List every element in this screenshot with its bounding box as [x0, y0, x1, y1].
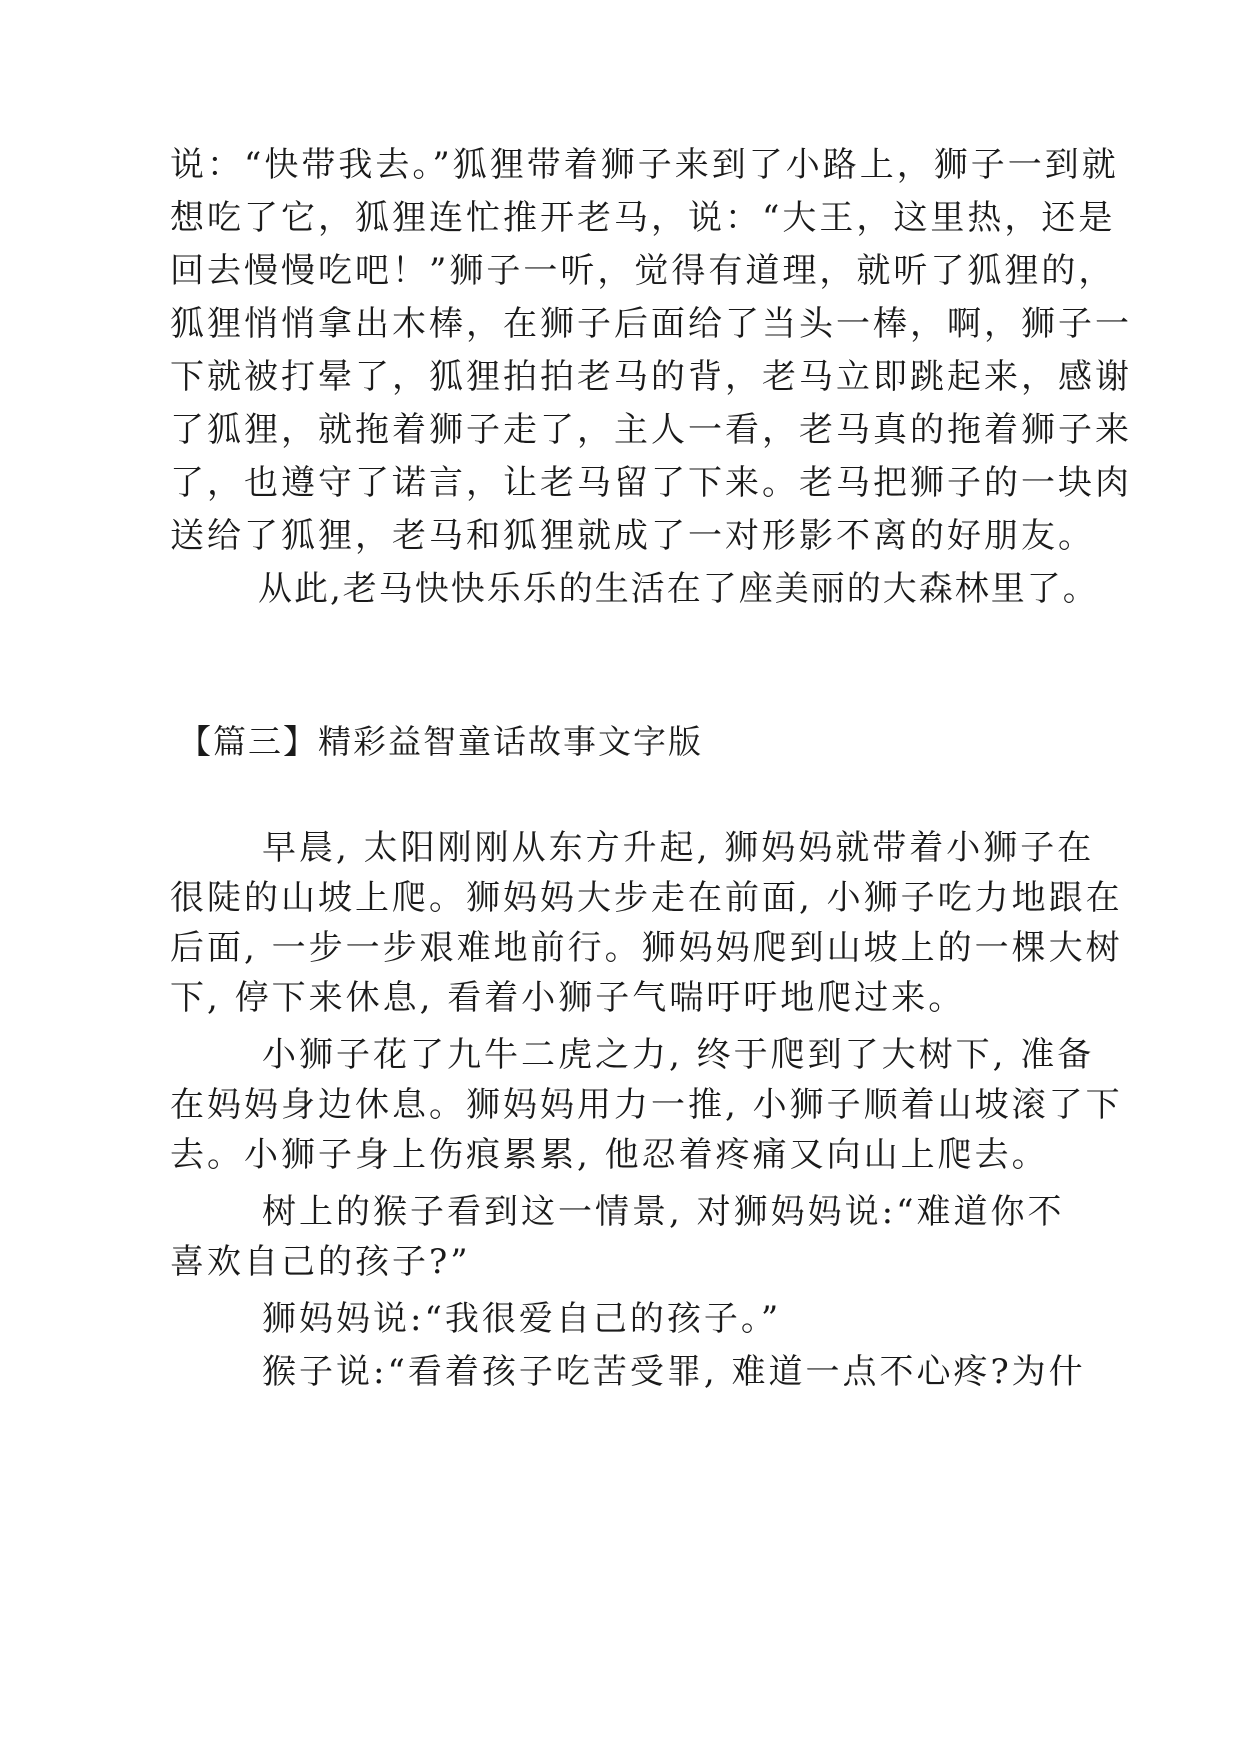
- paragraph-line: 狮妈妈说:“我很爱自己的孩子。”: [262, 1299, 782, 1339]
- paragraph-line: 去。小狮子身上伤痕累累, 他忍着疼痛又向山上爬去。: [170, 1135, 1049, 1175]
- paragraph-line: 想吃了它，狐狸连忙推开老马，说：“大王，这里热，还是: [170, 198, 1116, 238]
- paragraph-line: 喜欢自己的孩子?”: [170, 1242, 471, 1282]
- paragraph-line: 说：“快带我去。”狐狸带着狮子来到了小路上，狮子一到就: [170, 145, 1119, 185]
- paragraph-line: 狐狸悄悄拿出木棒，在狮子后面给了当头一棒，啊，狮子一: [170, 304, 1132, 344]
- paragraph-line: 很陡的山坡上爬。狮妈妈大步走在前面, 小狮子吃力地跟在: [170, 878, 1123, 918]
- paragraph-line: 送给了狐狸，老马和狐狸就成了一对形影不离的好朋友。: [170, 516, 1095, 556]
- paragraph-line: 树上的猴子看到这一情景, 对狮妈妈说:“难道你不: [262, 1192, 1065, 1232]
- paragraph-line: 了，也遵守了诺言，让老马留了下来。老马把狮子的一块肉: [170, 463, 1132, 503]
- paragraph-line: 小狮子花了九牛二虎之力, 终于爬到了大树下, 准备: [262, 1035, 1095, 1075]
- paragraph-line: 下, 停下来休息, 看着小狮子气喘吁吁地爬过来。: [170, 978, 966, 1018]
- paragraph-line: 后面, 一步一步艰难地前行。狮妈妈爬到山坡上的一棵大树: [170, 928, 1123, 968]
- paragraph-line: 早晨, 太阳刚刚从东方升起, 狮妈妈就带着小狮子在: [262, 828, 1095, 868]
- paragraph-line: 回去慢慢吃吧！”狮子一听，觉得有道理，就听了狐狸的，: [170, 251, 1116, 291]
- paragraph-line: 在妈妈身边休息。狮妈妈用力一推, 小狮子顺着山坡滚了下: [170, 1085, 1123, 1125]
- section-heading: 【篇三】精彩益智童话故事文字版: [178, 722, 703, 761]
- paragraph-line: 从此,老马快快乐乐的生活在了座美丽的大森林里了。: [258, 569, 1099, 609]
- paragraph-line: 了狐狸，就拖着狮子走了，主人一看，老马真的拖着狮子来: [170, 410, 1132, 450]
- paragraph-line: 下就被打晕了，狐狸拍拍老马的背，老马立即跳起来，感谢: [170, 357, 1132, 397]
- paragraph-line: 猴子说:“看着孩子吃苦受罪, 难道一点不心疼?为什: [262, 1352, 1086, 1392]
